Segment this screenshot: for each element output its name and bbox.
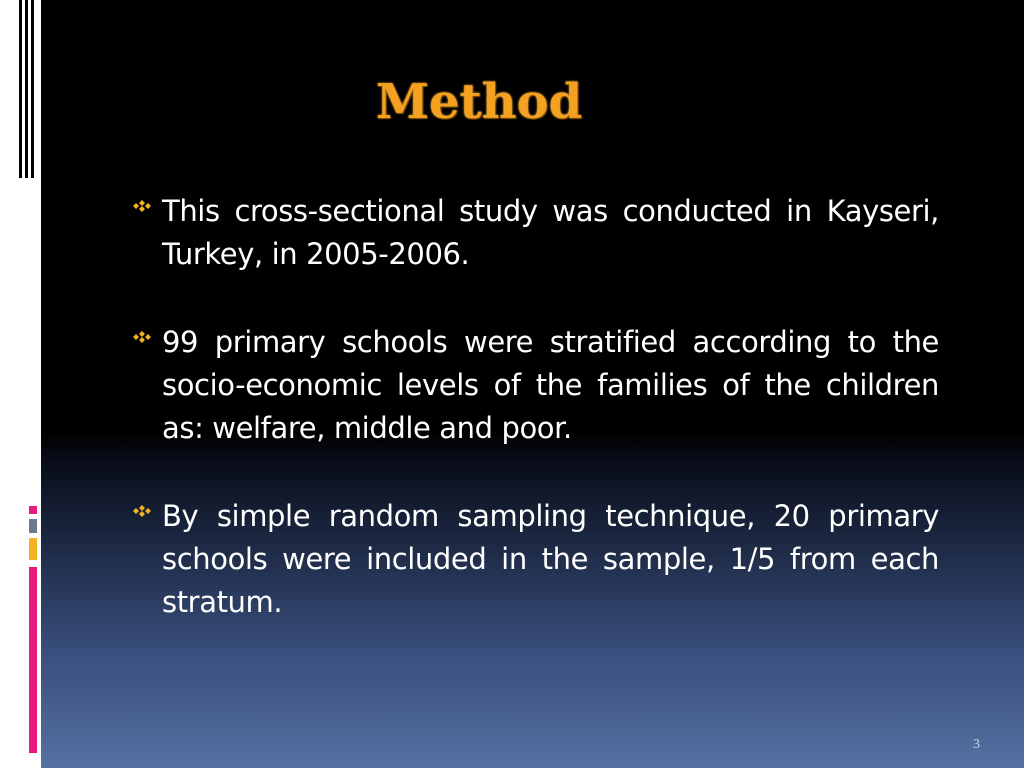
bullet-item [129,495,939,624]
bullet-text: This cross-sectional study was conducted in Kayseri, Turkey, in 2005-2006. [162,194,939,271]
strip-mark-gold [29,538,37,560]
four-diamond-bullet-icon [129,200,155,222]
strip-mark-pink-long [29,567,37,753]
four-diamond-bullet-icon [129,505,155,527]
slide-title: Method [375,74,583,130]
left-decorative-strip [0,0,41,768]
strip-line-dark [25,0,28,178]
strip-line-dark [19,0,22,178]
strip-mark-gray [29,519,37,533]
bullet-item [129,190,939,276]
four-diamond-bullet-icon [129,331,155,353]
strip-mark-pink [29,506,37,514]
page-number: 3 [973,737,980,752]
bullet-text: By simple random sampling technique, 20 primary schools were included in the sample, 1/5 from each stratum. [162,499,939,619]
bullet-list [129,190,939,624]
bullet-item [129,321,939,450]
slide [41,0,1024,768]
strip-line-dark [31,0,34,178]
bullet-text: 99 primary schools were stratified according to the socio-economic levels of the families of the children as: welfare, middle and poor. [162,325,939,445]
